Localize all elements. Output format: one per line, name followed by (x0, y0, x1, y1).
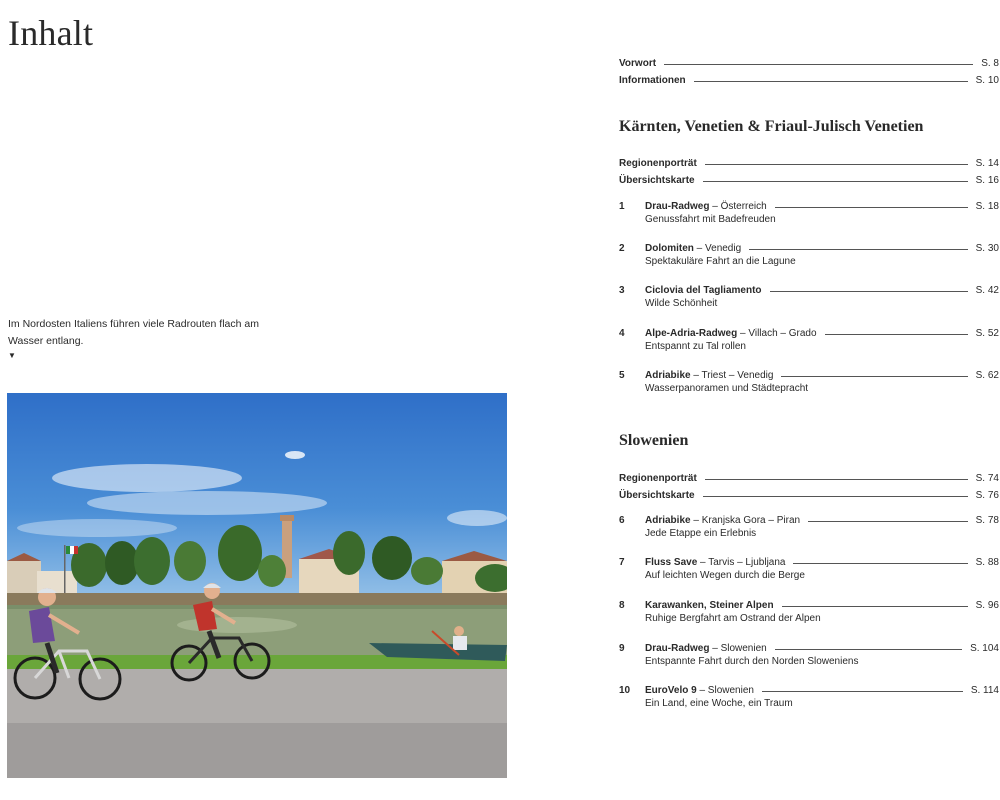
route-description: Entspannte Fahrt durch den Norden Sloweniens (645, 656, 859, 667)
toc-route-7[interactable] (619, 553, 999, 584)
route-name: Ciclovia del Tagliamento (645, 285, 762, 296)
toc-route-5[interactable] (619, 366, 999, 397)
toc-entry-vorwort[interactable] (619, 52, 999, 69)
route-page: S. 52 (975, 328, 999, 339)
toc-entry-label: Übersichtskarte (619, 490, 695, 501)
route-page: S. 30 (975, 243, 999, 254)
route-number: 1 (619, 201, 625, 212)
leader-line (703, 181, 968, 182)
toc-entry-regionenportraet[interactable] (619, 152, 999, 169)
leader-line (825, 334, 968, 335)
caption-arrow-icon: ▼ (8, 351, 16, 360)
leader-line (770, 291, 968, 292)
leader-line (705, 479, 968, 480)
page-title: Inhalt (8, 13, 94, 53)
route-description: Auf leichten Wegen durch die Berge (645, 570, 805, 581)
route-number: 3 (619, 285, 625, 296)
route-page: S. 88 (975, 557, 999, 568)
section-title-slowenien: Slowenien (619, 432, 689, 449)
route-number: 7 (619, 557, 625, 568)
toc-entry-uebersichtskarte[interactable] (619, 484, 999, 501)
toc-route-10[interactable] (619, 681, 999, 712)
route-name: Adriabike (645, 515, 691, 526)
leader-line (808, 521, 968, 522)
toc-route-9[interactable] (619, 639, 999, 670)
route-name: Karawanken, Steiner Alpen (645, 600, 774, 611)
caption-text: Im Nordosten Italiens führen viele Radrouten flach am Wasser entlang. (8, 318, 259, 347)
toc-entry-label: Regionenporträt (619, 158, 697, 169)
toc-entry-regionenportraet[interactable] (619, 467, 999, 484)
toc-entry-label: Informationen (619, 75, 686, 86)
route-page: S. 78 (975, 515, 999, 526)
cyclists-photo (7, 393, 507, 778)
route-description: Jede Etappe ein Erlebnis (645, 528, 757, 539)
toc-entry-page: S. 16 (975, 175, 999, 186)
route-name: Drau-Radweg (645, 201, 710, 212)
section-title-kaernten: Kärnten, Venetien & Friaul-Julisch Venetien (619, 118, 924, 135)
toc-entry-page: S. 8 (981, 58, 999, 69)
toc-entry-page: S. 14 (975, 158, 999, 169)
route-number: 8 (619, 600, 625, 611)
leader-line (703, 496, 968, 497)
toc-entry-uebersichtskarte[interactable] (619, 169, 999, 186)
route-number: 9 (619, 643, 625, 654)
route-page: S. 42 (975, 285, 999, 296)
leader-line (793, 563, 967, 564)
toc-route-6[interactable] (619, 511, 999, 542)
route-subtitle: – Tarvis – Ljubljana (697, 557, 786, 568)
route-number: 4 (619, 328, 625, 339)
leader-line (775, 207, 968, 208)
route-name: Dolomiten (645, 243, 694, 254)
route-page: S. 114 (970, 685, 999, 696)
toc-route-3[interactable] (619, 281, 999, 312)
route-description: Ruhige Bergfahrt am Ostrand der Alpen (645, 613, 821, 624)
toc-entry-label: Regionenporträt (619, 473, 697, 484)
leader-line (781, 376, 967, 377)
route-page: S. 104 (970, 643, 999, 654)
route-description: Entspannt zu Tal rollen (645, 341, 746, 352)
toc-entry-page: S. 74 (975, 473, 999, 484)
toc-route-1[interactable] (619, 197, 999, 228)
toc-route-4[interactable] (619, 324, 999, 355)
route-number: 2 (619, 243, 625, 254)
toc-entry-informationen[interactable] (619, 69, 999, 86)
route-number: 10 (619, 685, 631, 696)
leader-line (664, 64, 973, 65)
route-subtitle: – Slowenien (696, 685, 754, 696)
photo-caption (8, 316, 288, 361)
route-name: EuroVelo 9 (645, 685, 697, 696)
toc-route-8[interactable] (619, 596, 999, 627)
route-description: Genussfahrt mit Badefreuden (645, 214, 776, 225)
route-subtitle: – Slowenien (709, 643, 767, 654)
leader-line (775, 649, 962, 650)
route-description: Wasserpanoramen und Städtepracht (645, 383, 809, 394)
route-subtitle: – Kranjska Gora – Piran (690, 515, 801, 526)
leader-line (694, 81, 968, 82)
route-subtitle: – Österreich (709, 201, 767, 212)
leader-line (782, 606, 968, 607)
route-subtitle: – Triest – Venedig (690, 370, 774, 381)
route-name: Adriabike (645, 370, 691, 381)
route-description: Ein Land, eine Woche, ein Traum (645, 698, 793, 709)
toc-route-2[interactable] (619, 239, 999, 270)
route-number: 6 (619, 515, 625, 526)
route-subtitle: – Venedig (693, 243, 742, 254)
leader-line (749, 249, 967, 250)
toc-entry-page: S. 10 (975, 75, 999, 86)
route-page: S. 96 (975, 600, 999, 611)
route-name: Fluss Save (645, 557, 698, 568)
route-description: Spektakuläre Fahrt an die Lagune (645, 256, 796, 267)
toc-entry-label: Vorwort (619, 58, 657, 69)
route-description: Wilde Schönheit (645, 298, 718, 309)
toc-entry-page: S. 76 (975, 490, 999, 501)
route-name: Drau-Radweg (645, 643, 710, 654)
route-subtitle: – Villach – Grado (737, 328, 817, 339)
route-number: 5 (619, 370, 625, 381)
route-page: S. 62 (975, 370, 999, 381)
route-page: S. 18 (975, 201, 999, 212)
toc-entry-label: Übersichtskarte (619, 175, 695, 186)
leader-line (705, 164, 968, 165)
route-name: Alpe-Adria-Radweg (645, 328, 738, 339)
leader-line (762, 691, 963, 692)
